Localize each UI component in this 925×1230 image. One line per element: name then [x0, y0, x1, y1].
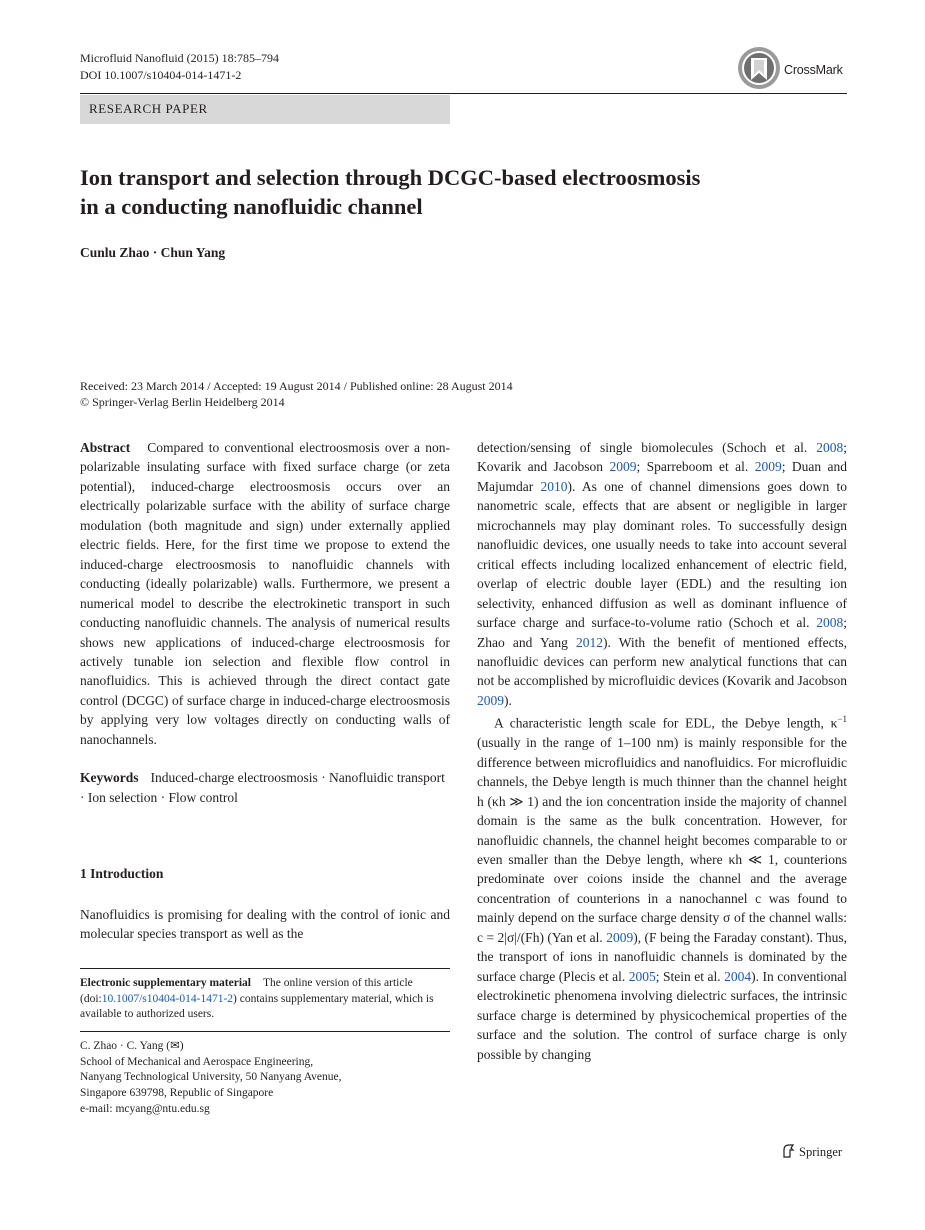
citation-year-link[interactable]: 2009	[477, 692, 504, 708]
superscript-text: −1	[837, 714, 847, 725]
author-list: Cunlu Zhao · Chun Yang	[80, 245, 226, 260]
citation-year-link[interactable]: 2012	[575, 634, 603, 650]
section-heading-introduction: 1 Introduction	[80, 866, 164, 881]
paragraph-text: ; Stein et al.	[655, 968, 725, 984]
crossmark-badge[interactable]	[737, 46, 849, 92]
article-type-label: RESEARCH PAPER	[89, 101, 208, 116]
citation-year-link[interactable]: 2008	[816, 440, 844, 455]
history-dates: Received: 23 March 2014 / Accepted: 19 August 2014 / Published online: 28 August 2014	[80, 379, 513, 393]
esm-text-before: The online version of this article (doi:	[80, 977, 413, 1005]
paragraph-text: ; Zhao and Yang	[477, 615, 847, 650]
paragraph-text: ; Kovarik and Jacobson	[477, 440, 847, 475]
corresponding-authors: C. Zhao · C. Yang (✉)	[80, 1040, 184, 1052]
citation-year-link[interactable]: 2009	[606, 929, 634, 945]
keywords-text: Induced-charge electroosmosis · Nanofluidic transport · Ion selection · Flow control	[80, 770, 445, 805]
paragraph-text: ; Duan and Majumdar	[477, 459, 847, 494]
body-paragraph-1	[477, 438, 847, 710]
affiliation-line-3: Singapore 639798, Republic of Singapore	[80, 1087, 274, 1100]
crossmark-label: CrossMark	[784, 63, 843, 77]
publisher-name: Springer	[799, 1145, 843, 1159]
paragraph-text: ), (F being the Faraday constant). Thus, the transport of ions in nanofluidic channels is dominated by the surface charge (Plecis et al.	[477, 929, 847, 984]
esm-label: Electronic supplementary material	[80, 977, 251, 989]
header-rule	[80, 93, 847, 94]
copyright-line: © Springer-Verlag Berlin Heidelberg 2014	[80, 395, 285, 409]
footnote-rule	[80, 968, 450, 969]
paragraph-text: ; Sparreboom et al.	[636, 459, 755, 475]
article-type-banner	[80, 95, 450, 124]
affiliation-rule	[80, 1031, 450, 1032]
paragraph-text: A characteristic length scale for EDL, the Debye length, κ	[494, 715, 838, 731]
keywords-label: Keywords	[80, 770, 139, 786]
journal-doi: DOI 10.1007/s10404-014-1471-2	[80, 68, 242, 82]
citation-year-link[interactable]: 2008	[816, 615, 844, 631]
springer-horse-icon	[782, 1144, 795, 1158]
paragraph-text: (usually in the range of 1–100 nm) is mainly responsible for the difference between microfluidics and nanofluidics. For microfluidic channels, the Debye length is much thinner than the channel height h (κh ≫ 1) and the ion concentration inside the majority of channel domain is the same as the bulk concentration. However, for nanofluidic channels, the channel height becomes comparable to or even smaller than the Debye length, where κh ≪ 1, counterions predominate over coions inside the channel and the average concentration of counterions in a nanochannel c was found to mainly depend on the surface charge density σ of the channel walls: c = 2|σ|/(Fh) (Yan et al.	[477, 735, 847, 945]
citation-year-link[interactable]: 2005	[628, 968, 656, 984]
publisher-footer	[782, 1144, 842, 1160]
journal-citation: Microfluid Nanofluid (2015) 18:785–794	[80, 51, 279, 65]
esm-text-after: ) contains supplementary material, which is available to authorized users.	[80, 992, 434, 1021]
intro-paragraph: Nanofluidics is promising for dealing with the control of ionic and molecular species transport as well as the	[80, 907, 450, 942]
paragraph-text: ). With the benefit of mentioned effects, nanofluidic devices can perform new analytical functions that can not be accomplished by microfluidic devices (Kovarik and Jacobson	[477, 634, 847, 689]
affiliation-block	[80, 1039, 450, 1118]
abstract-block	[80, 438, 450, 807]
paper-title	[80, 163, 840, 221]
citation-year-link[interactable]: 2009	[754, 459, 782, 475]
esm-doi-link[interactable]: 10.1007/s10404-014-1471-2	[101, 992, 234, 1005]
body-paragraph-2	[477, 710, 847, 1064]
affiliation-line-1: School of Mechanical and Aerospace Engineering,	[80, 1055, 314, 1068]
publication-dates	[80, 378, 513, 410]
crossmark-icon	[737, 46, 781, 90]
citation-year-link[interactable]: 2010	[540, 478, 568, 494]
paragraph-text: detection/sensing of single biomolecules (Schoch et al.	[477, 440, 817, 455]
paragraph-text: ). In conventional electrokinetic phenomena involving dielectric surfaces, the intrinsic surface charge is determined by physicochemical properties of the surface and the solution. The control of surface charge is only possible by changing	[477, 968, 847, 1062]
right-column-body	[477, 438, 847, 1064]
title-line-2: in a conducting nanofluidic channel	[80, 194, 423, 219]
author-email[interactable]: e-mail: mcyang@ntu.edu.sg	[80, 1102, 210, 1115]
citation-year-link[interactable]: 2009	[609, 459, 637, 475]
abstract-label: Abstract	[80, 440, 131, 455]
affiliation-line-2: Nanyang Technological University, 50 Nanyang Avenue,	[80, 1071, 342, 1084]
esm-footnote	[80, 976, 450, 1023]
paragraph-text: ). As one of channel dimensions goes down to nanometric scale, effects that are absent or negligible in larger microchannels may play dominant roles. To successfully design nanofluidic devices, one usually needs to take into account several critical effects including localized enhancement of electric field, overlap of electric double layer (EDL) and the resulting ion selectivity, enhanced diffusion as well as dominant influence of surface charge and surface-to-volume ratio (Schoch et al.	[477, 478, 847, 631]
citation-year-link[interactable]: 2004	[724, 968, 752, 984]
abstract-text: Compared to conventional electroosmosis over a non-polarizable insulating surface with fixed surface charge (or zeta potential), induced-charge electroosmosis occurs over an electrically polarizable surface with the ability of surface charge modulation (both magnitude and sign) under externally applied electric fields. Here, for the first time we propose to extend the induced-charge electroosmosis to nanofluidic channels with conducting (ideally polarizable) walls. Furthermore, we present a numerical model to describe the electrokinetic transport in such conducting nanofluidic channels. The analysis of numerical results shows new applications of induced-charge electroosmosis for actively tunable ion selection and flexible flow control in nanofluidics. This is achieved through the direct contact gate control (DCGC) of surface charge in induced-charge electroosmosis by applying very low voltages directly on conducting walls of nanochannels.	[80, 440, 450, 747]
title-line-1: Ion transport and selection through DCGC-based electroosmosis	[80, 165, 701, 190]
paragraph-text: ).	[504, 692, 512, 708]
